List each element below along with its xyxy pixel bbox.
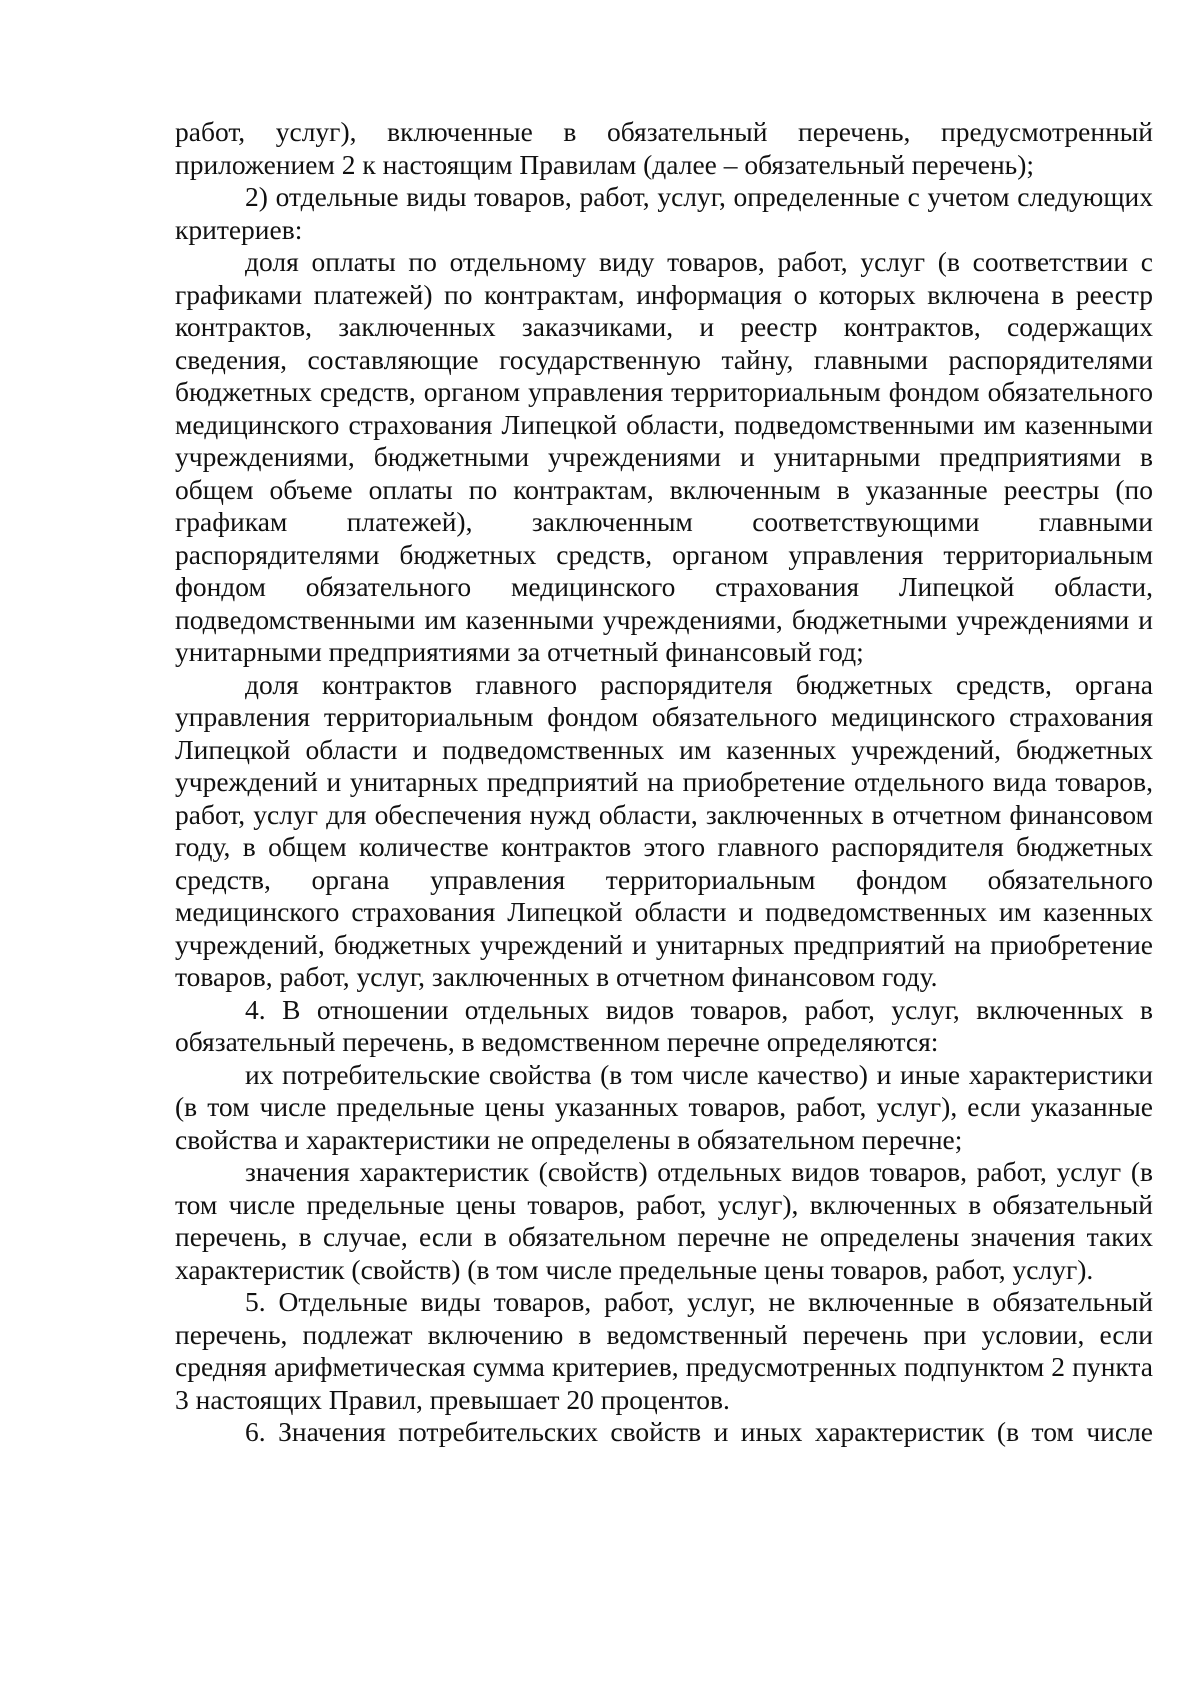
paragraph-continuation: работ, услуг), включенные в обязательный перечень, предусмотренный приложением 2 к настоящим Правилам (далее – обязательный перечень); xyxy=(175,116,1153,180)
paragraph-contract-share: доля контрактов главного распорядителя бюджетных средств, органа управления территориальным фондом обязательного медицинского страхования Липецкой области и подведомственных им казенных учреждений, бюджетных учреждений и унитарных предприятий на приобретение отдельного вида товаров, работ, услуг для обеспечения нужд области, заключенных в отчетном финансовом году, в общем количестве контрактов этого главного распорядителя бюджетных средств, органа управления территориальным фондом обязательного медицинского страхования Липецкой области и подведомственных им казенных учреждений, бюджетных учреждений и унитарных предприятий на приобретение товаров, работ, услуг, заключенных в отчетном финансовом году. xyxy=(175,668,1153,992)
paragraph-characteristic-values: значения характеристик (свойств) отдельных видов товаров, работ, услуг (в том числе предельные цены товаров, работ, услуг), включенных в обязательный перечень, в случае, если в обязательном перечне не определены значения таких характеристик (свойств) (в том числе предельные цены товаров, работ, услуг). xyxy=(175,1156,1153,1285)
paragraph-item-5: 5. Отдельные виды товаров, работ, услуг, не включенные в обязательный перечень, подлежат включению в ведомственный перечень при условии, если средняя арифметическая сумма критериев, предусмотренных подпунктом 2 пункта 3 настоящих Правил, превышает 20 процентов. xyxy=(175,1286,1153,1415)
paragraph-item-2: 2) отдельные виды товаров, работ, услуг, определенные с учетом следующих критериев: xyxy=(175,181,1153,245)
paragraph-item-4: 4. В отношении отдельных видов товаров, работ, услуг, включенных в обязательный перечень, в ведомственном перечне определяются: xyxy=(175,993,1153,1057)
paragraph-item-6: 6. Значения потребительских свойств и иных характеристик (в том числе xyxy=(245,1416,1153,1447)
paragraph-consumer-properties: их потребительские свойства (в том числе качество) и иные характеристики (в том числе предельные цены указанных товаров, работ, услуг), если указанные свойства и характеристики не определены в обязательном перечне; xyxy=(175,1058,1153,1155)
document-page xyxy=(175,116,1153,1449)
paragraph-payment-share: доля оплаты по отдельному виду товаров, работ, услуг (в соответствии с графиками платежей) по контрактам, информация о которых включена в реестр контрактов, заключенных заказчиками, и реестр контрактов, содержащих сведения, составляющие государственную тайну, главными распорядителями бюджетных средств, органом управления территориальным фондом обязательного медицинского страхования Липецкой области, подведомственными им казенными учреждениями, бюджетными учреждениями и унитарными предприятиями в общем объеме оплаты по контрактам, включенным в указанные реестры (по графикам платежей), заключенным соответствующими главными распорядителями бюджетных средств, органом управления территориальным фондом обязательного медицинского страхования Липецкой области, подведомственными им казенными учреждениями, бюджетными учреждениями и унитарными предприятиями за отчетный финансовый год; xyxy=(175,246,1153,667)
